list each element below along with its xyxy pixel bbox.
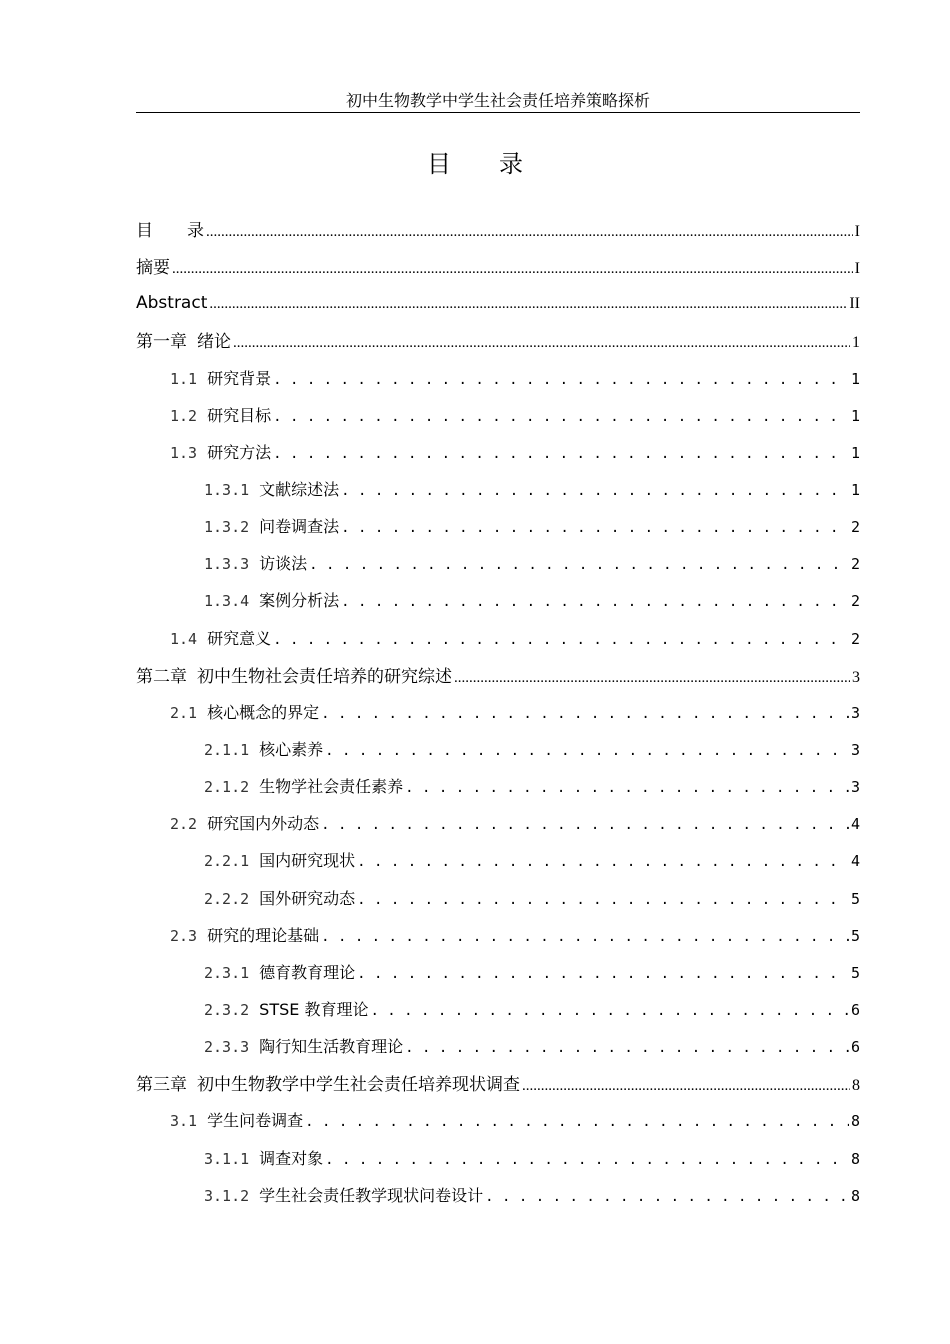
dot-leader xyxy=(273,369,849,388)
toc-entry[interactable] xyxy=(136,804,860,841)
toc-entry-label xyxy=(136,216,204,241)
toc-entry-number: 2.1.1 xyxy=(204,741,250,760)
toc-entry-number: 2.3.1 xyxy=(204,963,250,982)
toc-entry-label xyxy=(136,253,170,278)
toc-entry-number: 1.3.1 xyxy=(204,481,250,500)
toc-entry-label xyxy=(204,774,403,797)
toc-entry-number: 1.4 xyxy=(170,629,198,648)
toc-entry-label xyxy=(170,440,271,463)
toc-entry-number: 3.1.1 xyxy=(204,1149,250,1168)
toc-entry-text: 德育教育理论 xyxy=(259,962,356,982)
dot-leader xyxy=(321,703,849,722)
toc-entry-text: 研究意义 xyxy=(207,628,272,648)
toc-entry-page: I xyxy=(854,223,860,241)
toc-entry-number: 2.2 xyxy=(170,815,198,834)
toc-entry-label xyxy=(204,997,368,1020)
toc-entry-text: 陶行知生活教育理论 xyxy=(259,1037,404,1057)
dot-leader xyxy=(357,889,849,908)
toc-entry-page: 8 xyxy=(850,1186,860,1205)
toc-entry-text: 摘要 xyxy=(136,258,170,279)
toc-entry-number: 1.2 xyxy=(170,406,198,425)
toc-entry-text: 核心概念的界定 xyxy=(207,702,320,722)
toc-entry-text: 文献综述法 xyxy=(259,480,340,500)
dot-leader xyxy=(522,1075,850,1095)
toc-entry-number: 1.3.4 xyxy=(204,592,250,611)
toc-entry-text: 核心素养 xyxy=(259,740,324,760)
dot-leader xyxy=(341,517,849,536)
toc-entry[interactable] xyxy=(136,321,860,358)
toc-entry[interactable] xyxy=(136,879,860,916)
toc-entry-text: 研究国内外动态 xyxy=(207,814,320,834)
toc-entry-page: 1 xyxy=(852,334,860,352)
toc-entry[interactable] xyxy=(136,470,860,507)
toc-entry[interactable] xyxy=(136,767,860,804)
header-rule xyxy=(136,112,860,113)
toc-entry-page: 2 xyxy=(850,629,860,648)
toc-entry-page: 3 xyxy=(850,778,860,797)
toc-entry[interactable] xyxy=(136,730,860,767)
dot-leader xyxy=(485,1186,849,1205)
toc-entry[interactable] xyxy=(136,507,860,544)
dot-leader xyxy=(273,406,849,425)
dot-leader xyxy=(321,814,849,833)
toc-entry-label xyxy=(170,366,271,389)
toc-entry-page: 1 xyxy=(850,481,860,500)
toc-entry-number: 2.3 xyxy=(170,926,198,945)
toc-entry-text: Abstract xyxy=(136,292,208,313)
dot-leader xyxy=(273,629,849,648)
toc-entry-number: 2.2.2 xyxy=(204,889,250,908)
toc-entry-label xyxy=(204,477,339,500)
toc-entry-page: 6 xyxy=(850,1001,860,1020)
toc-entry-label xyxy=(204,848,355,871)
toc-entry-page: 8 xyxy=(850,1112,860,1131)
toc-entry-page: 2 xyxy=(850,518,860,537)
toc-entry-label xyxy=(204,588,339,611)
toc-entry-number: 1.3 xyxy=(170,443,198,462)
toc-entry-page: 8 xyxy=(852,1077,860,1095)
dot-leader xyxy=(357,851,849,870)
dot-leader xyxy=(325,1149,849,1168)
toc-entry-number: 2.2.1 xyxy=(204,852,250,871)
toc-entry-page: 3 xyxy=(850,741,860,760)
toc-entry-label xyxy=(136,327,231,352)
toc-entry-text: 研究方法 xyxy=(207,442,272,462)
toc-entry[interactable] xyxy=(136,210,860,247)
toc-entry-text: 目 录 xyxy=(136,221,204,242)
toc-entry-text: 绪论 xyxy=(197,332,231,353)
toc-entry-page: 1 xyxy=(850,443,860,462)
toc-entry-number: 2.3.3 xyxy=(204,1038,250,1057)
toc-entry-text: 国内研究现状 xyxy=(259,851,356,871)
toc-entry-number: 第三章 xyxy=(136,1075,187,1096)
toc-entry-page: 3 xyxy=(850,703,860,722)
toc-entry-label xyxy=(204,960,355,983)
toc-entry[interactable] xyxy=(136,1176,860,1213)
toc-entry-text: 调查对象 xyxy=(259,1148,324,1168)
dot-leader xyxy=(206,221,853,241)
toc-entry-label xyxy=(204,1146,323,1169)
toc-entry-label xyxy=(170,811,319,834)
toc-entry-text: 生物学社会责任素养 xyxy=(259,777,404,797)
toc-entry-number: 2.3.2 xyxy=(204,1001,250,1020)
dot-leader xyxy=(172,258,853,278)
dot-leader xyxy=(454,667,850,687)
toc-entry[interactable] xyxy=(136,1101,860,1138)
dot-leader xyxy=(233,332,850,352)
toc-entry-page: 5 xyxy=(850,889,860,908)
toc-entry[interactable] xyxy=(136,581,860,618)
toc-title-left: 目 xyxy=(427,150,451,178)
toc-entry[interactable] xyxy=(136,953,860,990)
toc-entry-text: 问卷调查法 xyxy=(259,517,340,537)
toc-entry[interactable] xyxy=(136,693,860,730)
toc-entry-page: 6 xyxy=(850,1038,860,1057)
toc-entry-text: 研究背景 xyxy=(207,368,272,388)
toc-entry-page: 2 xyxy=(850,592,860,611)
toc-entry-number: 1.3.2 xyxy=(204,518,250,537)
dot-leader xyxy=(341,591,849,610)
dot-leader xyxy=(405,1037,849,1056)
toc-entry-text: STSE 教育理论 xyxy=(259,1000,369,1020)
toc-entry-text: 访谈法 xyxy=(259,554,308,574)
toc-entry-label xyxy=(136,1070,520,1095)
toc-entry-page: 1 xyxy=(850,369,860,388)
toc-entry-label xyxy=(204,737,323,760)
dot-leader xyxy=(273,443,849,462)
toc-entry-number: 第一章 xyxy=(136,332,187,353)
dot-leader xyxy=(305,1111,849,1130)
running-header: 初中生物教学中学生社会责任培养策略探析 xyxy=(345,91,650,110)
toc-entry-text: 研究的理论基础 xyxy=(207,925,320,945)
toc-entry[interactable] xyxy=(136,1139,860,1176)
dot-leader xyxy=(325,740,849,759)
toc-entry-label xyxy=(204,551,307,574)
toc-entry-number: 2.1 xyxy=(170,703,198,722)
toc-entry[interactable] xyxy=(136,916,860,953)
dot-leader xyxy=(341,480,849,499)
toc-entry-text: 初中生物社会责任培养的研究综述 xyxy=(197,666,452,687)
toc-entry-text: 国外研究动态 xyxy=(259,888,356,908)
toc-entry-label xyxy=(170,403,271,426)
dot-leader xyxy=(309,554,849,573)
toc-entry-label xyxy=(170,1108,303,1131)
toc-entry-page: 5 xyxy=(850,926,860,945)
toc-entry[interactable] xyxy=(136,359,860,396)
toc-entry[interactable] xyxy=(136,284,860,321)
toc-entry[interactable] xyxy=(136,247,860,284)
toc-entry-page: II xyxy=(849,294,860,312)
toc-entry-page: 1 xyxy=(850,406,860,425)
toc-entry-page: 3 xyxy=(852,668,860,686)
toc-entry-text: 研究目标 xyxy=(207,405,272,425)
toc-entry-page: 4 xyxy=(850,815,860,834)
toc-title-right: 录 xyxy=(499,150,523,178)
toc-entry-number: 1.1 xyxy=(170,369,198,388)
toc-entry-number: 2.1.2 xyxy=(204,778,250,797)
toc-entry-label xyxy=(204,1034,403,1057)
toc-entry[interactable] xyxy=(136,1064,860,1101)
toc-entry-page: 4 xyxy=(850,852,860,871)
toc-entry[interactable] xyxy=(136,619,860,656)
toc-entry-number: 3.1.2 xyxy=(204,1186,250,1205)
toc-entry-label xyxy=(170,923,319,946)
toc-entry[interactable] xyxy=(136,544,860,581)
toc-entry-page: 2 xyxy=(850,555,860,574)
toc-entry-page: 5 xyxy=(850,963,860,982)
toc-entry-page: I xyxy=(854,260,860,278)
toc-entry[interactable] xyxy=(136,433,860,470)
toc-entry-label xyxy=(204,886,355,909)
toc-entry-label xyxy=(170,626,271,649)
toc-entry-label xyxy=(170,700,319,723)
toc-entry-number: 3.1 xyxy=(170,1112,198,1131)
toc-entry-label xyxy=(136,662,452,687)
toc-entry-text: 案例分析法 xyxy=(259,591,340,611)
toc-entry[interactable] xyxy=(136,990,860,1027)
toc-entry-text: 学生社会责任教学现状问卷设计 xyxy=(259,1185,484,1205)
toc-entry-label xyxy=(204,1183,483,1206)
toc-entry-number: 第二章 xyxy=(136,666,187,687)
dot-leader xyxy=(321,926,849,945)
toc-entry-label xyxy=(136,293,207,313)
dot-leader xyxy=(357,963,849,982)
dot-leader xyxy=(209,293,847,313)
toc-entry-text: 学生问卷调查 xyxy=(207,1111,304,1131)
dot-leader xyxy=(405,777,849,796)
toc-entry-page: 8 xyxy=(850,1149,860,1168)
toc-entry[interactable] xyxy=(136,1027,860,1064)
toc-title xyxy=(0,146,950,182)
toc-entry[interactable] xyxy=(136,396,860,433)
dot-leader xyxy=(370,1000,849,1019)
table-of-contents xyxy=(136,210,860,1213)
toc-entry-label xyxy=(204,514,339,537)
toc-entry[interactable] xyxy=(136,656,860,693)
toc-entry-text: 初中生物教学中学生社会责任培养现状调查 xyxy=(197,1075,520,1096)
toc-entry-number: 1.3.3 xyxy=(204,555,250,574)
toc-entry[interactable] xyxy=(136,841,860,878)
